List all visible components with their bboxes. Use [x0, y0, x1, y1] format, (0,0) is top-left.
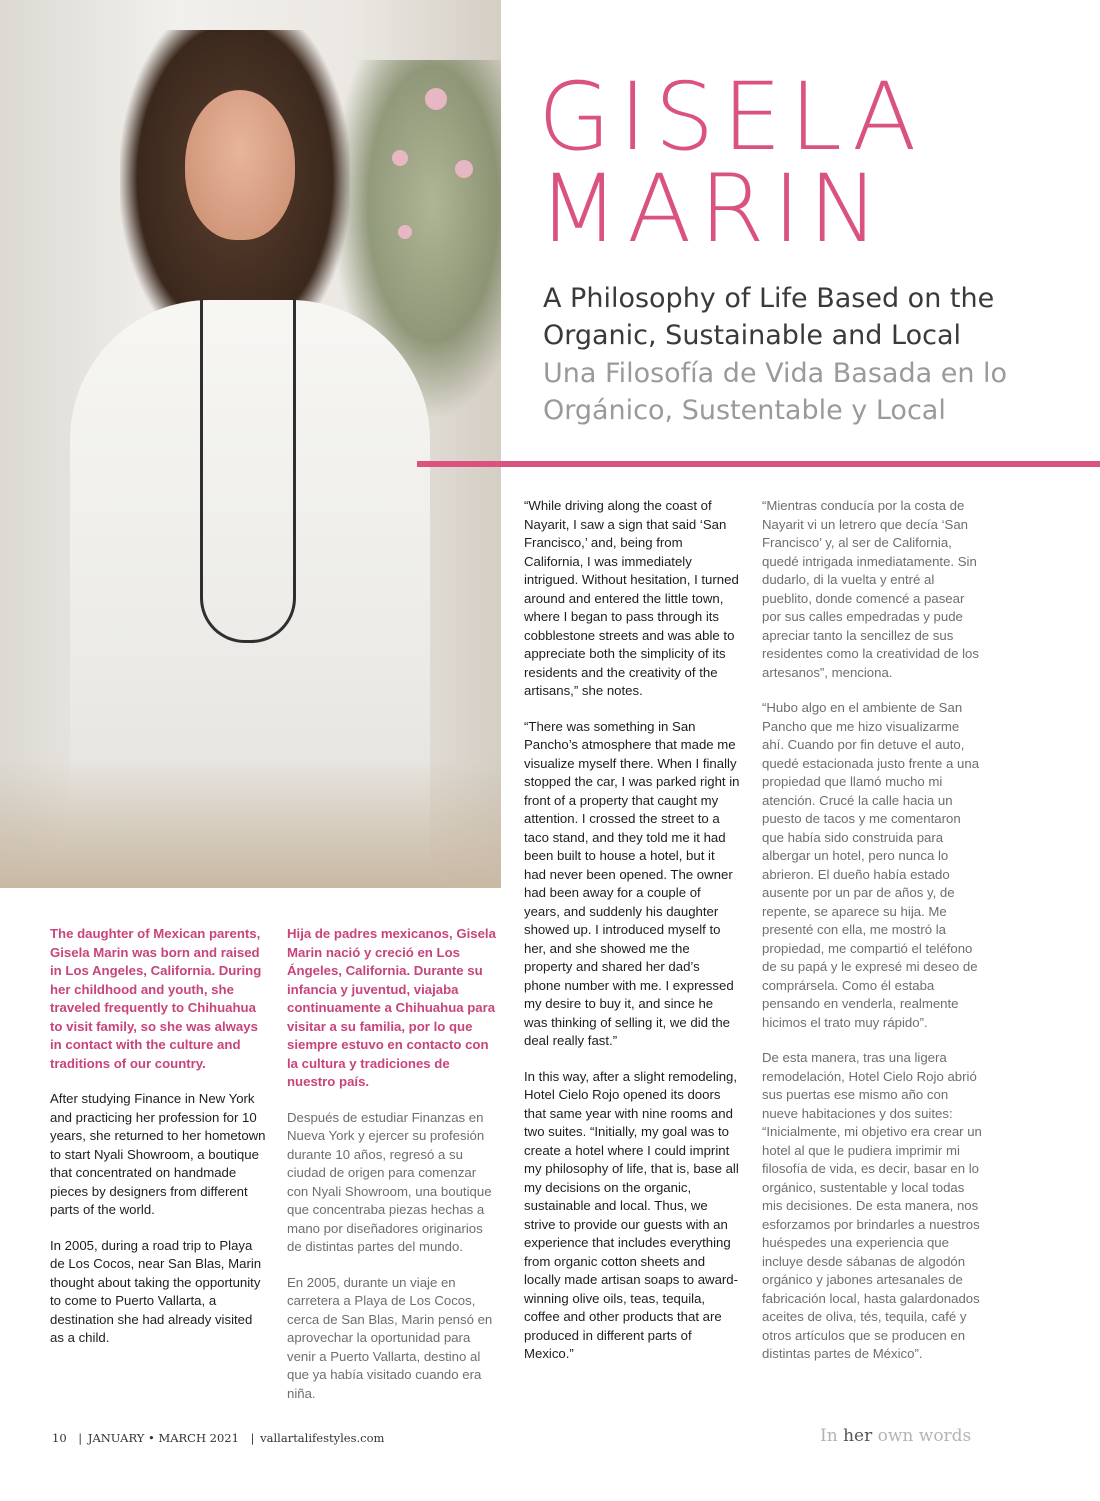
- subtitle-spanish: Una Filosofía de Vida Basada en lo Orgánico, Sustentable y Local: [543, 358, 1008, 426]
- column-spanish-right: [762, 497, 982, 1381]
- subtitle-english: A Philosophy of Life Based on the Organic, Sustainable and Local: [543, 283, 995, 351]
- paragraph: In 2005, during a road trip to Playa de Los Cocos, near San Blas, Marin thought about taking the opportunity to come to Puerto Vallarta, a destination she had already visited as a child.: [50, 1237, 262, 1345]
- section-tagline: [820, 1426, 971, 1446]
- paragraph: “Hubo algo en el ambiente de San Pancho que me hizo visualizarme ahí. Cuando por fin detuve el auto, quedé estacionada justo frente a una propiedad que llamó mucho mi atención. Crucé la calle hacia un puesto de tacos y me comentaron que había sido construida para albergar un hotel, pero nunca lo abrieron. El dueño había estado ausente por un par de años y, de repente, se aparece su hija. Me presenté con ella, me mostró la propiedad, me compartió el teléfono de su papá y le expresé mi deseo de comprársela. Como él estaba pensando en venderla, realmente hicimos el trato muy rápido”.: [762, 700, 980, 1030]
- column-spanish-left: [287, 925, 499, 1420]
- photo-flower: [455, 160, 473, 178]
- paragraph: En 2005, durante un viaje en carretera a Playa de Los Cocos, cerca de San Blas, Marin pensó en aprovechar la oportunidad para venir a Puerto Vallarta, destino al que ya había visitado cuando era niña.: [287, 1274, 493, 1401]
- page-number: 10: [52, 1431, 67, 1445]
- tagline-post: own words: [872, 1426, 972, 1446]
- paragraph: De esta manera, tras una ligera remodelación, Hotel Cielo Rojo abrió sus puertas ese mismo año con nueve habitaciones y dos suites: “Inicialmente, mi objetivo era crear un hotel al que le pudiera imprimir mi filosofía de vida, es decir, basar en lo orgánico, sustentable y local todas mis decisiones. De esta manera, nos esforzamos por brindarles a nuestros huéspedes una experiencia que incluye desde sábanas de algodón orgánico y jabones artesanales de fabricación local, hasta galardonados aceites de oliva, tés, tequila, café y otros artículos que se producen en distintas partes de México”.: [762, 1050, 982, 1361]
- accent-divider: [417, 461, 1100, 467]
- issue-date: JANUARY • MARCH 2021: [87, 1431, 239, 1445]
- column-english-right: [524, 497, 740, 1381]
- photo-face: [185, 90, 295, 240]
- tagline-her: her: [843, 1426, 873, 1446]
- intro-spanish: Hija de padres mexicanos, Gisela Marin nació y creció en Los Ángeles, California. Durante su infancia y juventud, viajaba continuamente a Chihuahua para visitar a su familia, por lo que siempre estuvo en contacto con la cultura y tradiciones de nuestro país.: [287, 926, 496, 1089]
- paragraph: “There was something in San Pancho’s atmosphere that made me visualize myself there. When I finally stopped the car, I was parked right in front of a property that caught my attention. I crossed the street to a taco stand, and they told me it had been built to house a hotel, but it had never been opened. The owner had been away for a couple of years, and suddenly his daughter showed up. I introduced myself to her, and she showed me the property and shared her dad’s phone number with me. I expressed my desire to buy it, and since he was thinking of selling it, we did the deal really fast.”: [524, 718, 740, 1048]
- photo-flower: [398, 225, 412, 239]
- page-footer: [52, 1431, 386, 1445]
- column-english-left: [50, 925, 268, 1365]
- intro-english: The daughter of Mexican parents, Gisela Marin was born and raised in Los Angeles, California. During her childhood and youth, she traveled frequently to Chihuahua to visit family, so she was always in contact with the culture and traditions of our country.: [50, 926, 262, 1071]
- article-title: [538, 63, 925, 264]
- photo-floor: [0, 758, 501, 888]
- title-line-1: GISELA: [538, 63, 925, 172]
- paragraph: After studying Finance in New York and practicing her profession for 10 years, she returned to her hometown to start Nyali Showroom, a boutique that concentrated on handmade pieces by designers from different parts of the world.: [50, 1091, 266, 1217]
- photo-flower: [425, 88, 447, 110]
- tagline-pre: In: [820, 1426, 844, 1446]
- paragraph: In this way, after a slight remodeling, Hotel Cielo Rojo opened its doors that same year with nine rooms and two suites. “Initially, my goal was to create a hotel where I could imprint my philosophy of life, that is, base all my decisions on the organic, sustainable and local. Thus, we strive to provide our guests with an experience that includes everything from organic cotton sheets and locally made artisan soaps to award-winning olive oils, teas, tequila, coffee and other products that are produced in different parts of Mexico.”: [524, 1068, 739, 1361]
- paragraph: “Mientras conducía por la costa de Nayarit vi un letrero que decía ‘San Francisco’ y, al ser de California, quedé intrigada inmediatamente. Sin dudarlo, di la vuelta y entré al pueblito, donde comencé a pasear por sus calles empedradas y pude apreciar tanto la sencillez de sus residentes como la creatividad de los artesanos”, menciona.: [762, 498, 979, 680]
- footer-separator: |: [78, 1431, 83, 1445]
- title-line-2: MARIN: [538, 155, 887, 264]
- website-link[interactable]: vallartalifestyles.com: [260, 1431, 385, 1445]
- photo-flower: [392, 150, 408, 166]
- portrait-photo: [0, 0, 501, 888]
- paragraph: Después de estudiar Finanzas en Nueva York y ejercer su profesión durante 10 años, regresó a su ciudad de origen para comenzar con Nyali Showroom, una boutique que concentraba piezas hechas a mano por diseñadores originarios de distintas partes del mundo.: [287, 1109, 492, 1254]
- paragraph: “While driving along the coast of Nayarit, I saw a sign that said ‘San Francisco,’ and, being from California, I was immediately intrigued. Without hesitation, I turned around and entered the little town, where I began to pass through its cobblestone streets and was able to appreciate both the simplicity of its residents and the creativity of the artisans,” she notes.: [524, 498, 739, 698]
- photo-necklace: [200, 300, 296, 643]
- footer-separator: |: [250, 1431, 255, 1445]
